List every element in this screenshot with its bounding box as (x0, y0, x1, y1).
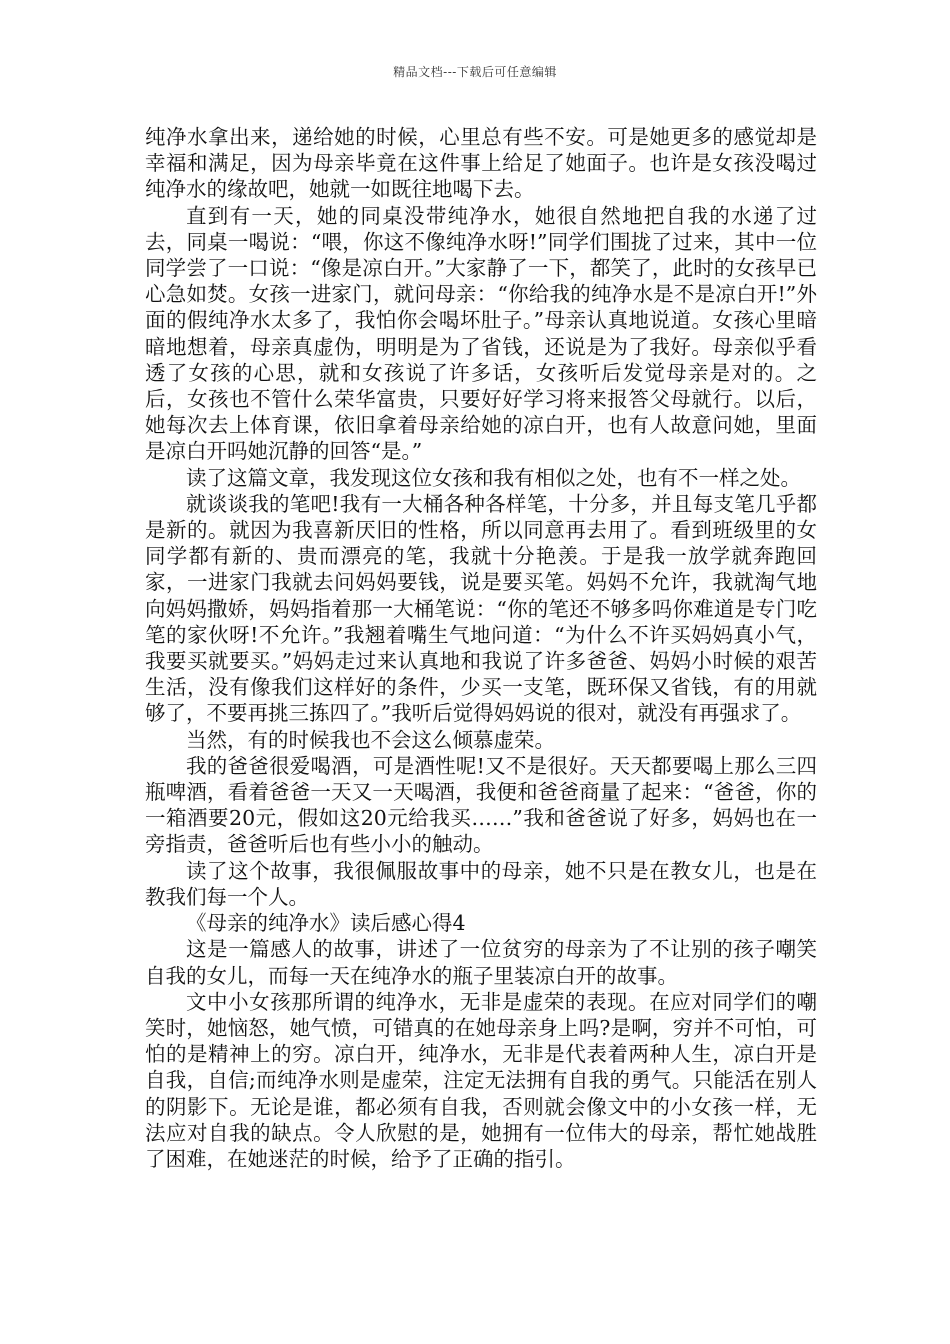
document-body (145, 124, 817, 1172)
paragraph: 就谈谈我的笔吧!我有一大桶各种各样笔，十分多，并且每支笔几乎都是新的。就因为我喜新厌旧的性格，所以同意再去用了。看到班级里的女同学都有新的、贵而漂亮的笔，我就十分艳羡。于是我一放学就奔跑回家，一进家门我就去问妈妈要钱，说是要买笔。妈妈不允许，我就淘气地向妈妈撒娇，妈妈指着那一大桶笔说：“你的笔还不够多吗你难道是专门吃笔的家伙呀!不允许。”我翘着嘴生气地问道：“为什么不许买妈妈真小气，我要买就要买。”妈妈走过来认真地和我说了许多爸爸、妈妈小时候的艰苦生活，没有像我们这样好的条件，少买一支笔，既环保又省钱，有的用就够了，不要再挑三拣四了。”我听后觉得妈妈说的很对，就没有再强求了。 (145, 491, 817, 726)
paragraph: 纯净水拿出来，递给她的时候，心里总有些不安。可是她更多的感觉却是幸福和满足，因为母亲毕竟在这件事上给足了她面子。也许是女孩没喝过纯净水的缘故吧，她就一如既往地喝下去。 (145, 125, 817, 202)
paragraph: 读了这个故事，我很佩服故事中的母亲，她不只是在教女儿，也是在教我们每一个人。 (145, 858, 817, 909)
section-title: 《母亲的纯净水》读后感心得4 (186, 911, 466, 936)
page-header: 精品文档---下载后可任意编辑 (393, 65, 557, 79)
paragraph: 当然，有的时候我也不会这么倾慕虚荣。 (186, 727, 555, 752)
paragraph: 直到有一天，她的同桌没带纯净水，她很自然地把自我的水递了过去，同桌一喝说：“喂，你这不像纯净水呀!”同学们围拢了过来，其中一位同学尝了一口说：“像是凉白开。”大家静了一下，都笑了，此时的女孩早已心急如焚。女孩一进家门，就问母亲：“你给我的纯净水是不是凉白开!”外面的假纯净水太多了，我怕你会喝坏肚子。”母亲认真地说道。女孩心里暗暗地想着，母亲真虚伪，明明是为了省钱，还说是为了我好。母亲似乎看透了女孩的心思，就和女孩说了许多话，女孩听后发觉母亲是对的。之后，女孩也不管什么荣华富贵，只要好好学习将来报答父母就行。以后，她每次去上体育课，依旧拿着母亲给她的凉白开，也有人故意问她，里面是凉白开吗她沉静的回答“是。” (145, 203, 817, 464)
paragraph: 读了这篇文章，我发现这位女孩和我有相似之处，也有不一样之处。 (186, 465, 801, 490)
paragraph: 文中小女孩那所谓的纯净水，无非是虚荣的表现。在应对同学们的嘲笑时，她恼怒，她气愤，可错真的在她母亲身上吗?是啊，穷并不可怕，可怕的是精神上的穷。凉白开，纯净水，无非是代表着两种人生，凉白开是自我，自信;而纯净水则是虚荣，注定无法拥有自我的勇气。只能活在别人的阴影下。无论是谁，都必须有自我，否则就会像文中的小女孩一样，无法应对自我的缺点。令人欣慰的是，她拥有一位伟大的母亲，帮忙她战胜了困难，在她迷茫的时候，给予了正确的指引。 (145, 989, 817, 1171)
paragraph: 我的爸爸很爱喝酒，可是酒性呢!又不是很好。天天都要喝上那么三四瓶啤酒，看着爸爸一天又一天喝酒，我便和爸爸商量了起来：“爸爸，你的一箱酒要20元，假如这20元给我买……”我和爸爸说了好多，妈妈也在一旁指责，爸爸听后也有些小小的触动。 (145, 753, 817, 857)
paragraph: 这是一篇感人的故事，讲述了一位贫穷的母亲为了不让别的孩子嘲笑自我的女儿，而每一天在纯净水的瓶子里装凉白开的故事。 (145, 937, 817, 988)
